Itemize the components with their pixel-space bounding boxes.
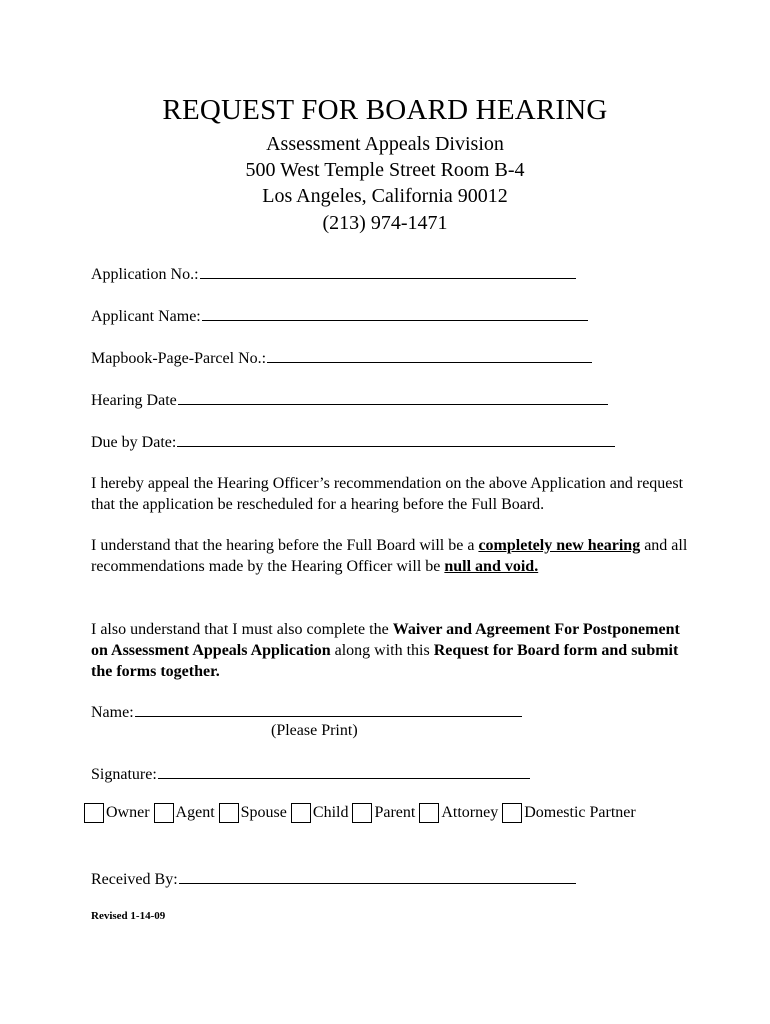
hearing-date-label: Hearing Date (91, 392, 177, 409)
relationship-options (84, 803, 640, 823)
hearing-date-row (91, 390, 608, 410)
revision-note: Revised 1-14-09 (91, 910, 166, 922)
applicant-name-label: Applicant Name: (91, 308, 201, 325)
option-parent[interactable] (352, 803, 415, 823)
checkbox-owner[interactable] (84, 803, 104, 823)
option-owner-label: Owner (106, 804, 150, 821)
checkbox-attorney[interactable] (419, 803, 439, 823)
mapbook-field[interactable] (267, 348, 592, 363)
option-agent[interactable] (154, 803, 215, 823)
application-no-field[interactable] (200, 264, 576, 279)
option-spouse[interactable] (219, 803, 287, 823)
signature-row (91, 764, 530, 784)
mapbook-label: Mapbook-Page-Parcel No.: (91, 350, 267, 367)
p3-waiver-title: Waiver and Agreement For Postponement on Assessment Appeals Application (91, 621, 680, 659)
checkbox-agent[interactable] (154, 803, 174, 823)
due-date-row (91, 432, 615, 452)
checkbox-domestic-partner[interactable] (502, 803, 522, 823)
option-domestic-partner[interactable] (502, 803, 636, 823)
checkbox-child[interactable] (291, 803, 311, 823)
name-label: Name: (91, 704, 134, 721)
option-owner[interactable] (84, 803, 150, 823)
application-no-row (91, 264, 576, 284)
due-date-label: Due by Date: (91, 434, 177, 451)
please-print-hint: (Please Print) (271, 722, 358, 739)
option-attorney-label: Attorney (441, 804, 499, 821)
p2-text-c: and all recommendations made by the Hearing Officer will be (91, 537, 688, 575)
p3-request-text: Request for Board form and submit the forms together. (91, 642, 679, 680)
option-child-label: Child (312, 804, 349, 821)
option-child[interactable] (291, 803, 349, 823)
checkbox-spouse[interactable] (219, 803, 239, 823)
form-title: REQUEST FOR BOARD HEARING (162, 94, 608, 126)
mapbook-row (91, 348, 592, 368)
signature-field[interactable] (158, 764, 530, 779)
option-attorney[interactable] (419, 803, 498, 823)
option-agent-label: Agent (175, 804, 215, 821)
applicant-name-field[interactable] (202, 306, 588, 321)
name-field[interactable] (135, 702, 522, 717)
due-date-field[interactable] (177, 432, 615, 447)
application-no-label: Application No.: (91, 266, 199, 283)
p3-text-a: I also understand that I must also complete the (91, 621, 393, 638)
p3-text-c: along with this (330, 642, 434, 659)
city-address: Los Angeles, California 90012 (262, 185, 508, 207)
p2-text-a: I understand that the hearing before the Full Board will be a (91, 537, 479, 554)
option-domestic-partner-label: Domestic Partner (524, 804, 636, 821)
received-by-row (91, 869, 576, 889)
p2-emphasis-null-void: null and void. (444, 558, 539, 575)
appeal-paragraph: I hereby appeal the Hearing Officer’s recommendation on the above Application and request that the application be rescheduled for a hearing before the Full Board. (91, 475, 684, 513)
received-by-label: Received By: (91, 871, 178, 888)
name-row (91, 702, 522, 722)
phone-number: (213) 974-1471 (322, 212, 448, 234)
understanding-paragraph (91, 535, 691, 577)
option-spouse-label: Spouse (240, 804, 287, 821)
p2-emphasis-new-hearing: completely new hearing (478, 537, 641, 554)
hearing-date-field[interactable] (178, 390, 608, 405)
division-name: Assessment Appeals Division (266, 133, 504, 155)
option-parent-label: Parent (374, 804, 416, 821)
received-by-field[interactable] (179, 869, 576, 884)
signature-label: Signature: (91, 766, 157, 783)
checkbox-parent[interactable] (352, 803, 372, 823)
street-address: 500 West Temple Street Room B-4 (245, 159, 525, 181)
waiver-paragraph (91, 619, 691, 682)
applicant-name-row (91, 306, 588, 326)
